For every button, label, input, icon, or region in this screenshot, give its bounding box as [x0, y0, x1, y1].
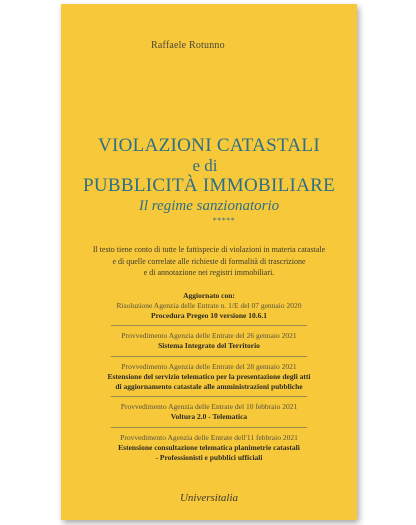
description — [61, 244, 357, 279]
title-line-2: e di — [192, 156, 218, 175]
title-line-3: PUBBLICITÀ IMMOBILIARE — [82, 175, 335, 196]
update-group-2 — [61, 331, 357, 351]
author-name: Raffaele Rotunno — [151, 40, 225, 51]
update-topic: Voltura 2.0 - Telematica — [170, 412, 248, 422]
divider — [111, 356, 307, 357]
update-topic: Sistema Integrato del Territorio — [158, 341, 260, 351]
ornament-stars: ***** — [212, 216, 236, 225]
update-topic: di aggiornamento catastale alle amministrazioni pubbliche — [115, 381, 303, 391]
update-group-5 — [61, 433, 357, 462]
description-line: e di quelle correlate alle richieste di formalità di trascrizione — [112, 256, 306, 266]
title-block — [61, 136, 357, 225]
divider — [111, 396, 307, 397]
divider — [111, 325, 307, 326]
update-source: Provvedimento Agenzia delle Entrate del 26 gennaio 2021 — [121, 331, 297, 341]
update-topic: Procedura Pregeo 10 versione 10.6.1 — [151, 310, 267, 320]
title-line-1: VIOLAZIONI CATASTALI — [98, 135, 320, 156]
publisher-name: Universitalia — [179, 492, 239, 504]
update-topic: Estensione del servizio telematico per la presentazione degli atti — [107, 371, 311, 381]
update-source: Provvedimento Agenzia delle Entrate del 10 febbraio 2021 — [120, 402, 298, 412]
description-line: Il testo tiene conto di tutte le fattispecie di violazioni in materia catastale — [92, 245, 326, 254]
update-topic: Estensione consultazione telematica planimetrie catastali — [118, 442, 300, 452]
update-group-3 — [61, 362, 357, 391]
divider — [111, 427, 307, 428]
subtitle: Il regime sanzionatorio — [138, 198, 280, 214]
update-group-4 — [61, 402, 357, 422]
description-line: e di annotazione nei registri immobiliari. — [143, 268, 275, 277]
updates-heading: Aggiornato con: — [183, 291, 235, 300]
update-topic: - Professionisti e pubblici ufficiali — [155, 452, 263, 462]
update-source: Risoluzione Agenzia delle Entrate n. 1/E del 07 gennaio 2020 — [116, 300, 302, 310]
update-source: Provvedimento Agenzia delle Entrate del 28 gennaio 2021 — [121, 361, 297, 371]
book-cover — [61, 4, 357, 520]
update-group-1 — [61, 291, 357, 320]
update-source: Provvedimento Agenzia delle Entrate dell'11 febbraio 2021 — [120, 432, 298, 442]
updates-section — [61, 291, 357, 467]
